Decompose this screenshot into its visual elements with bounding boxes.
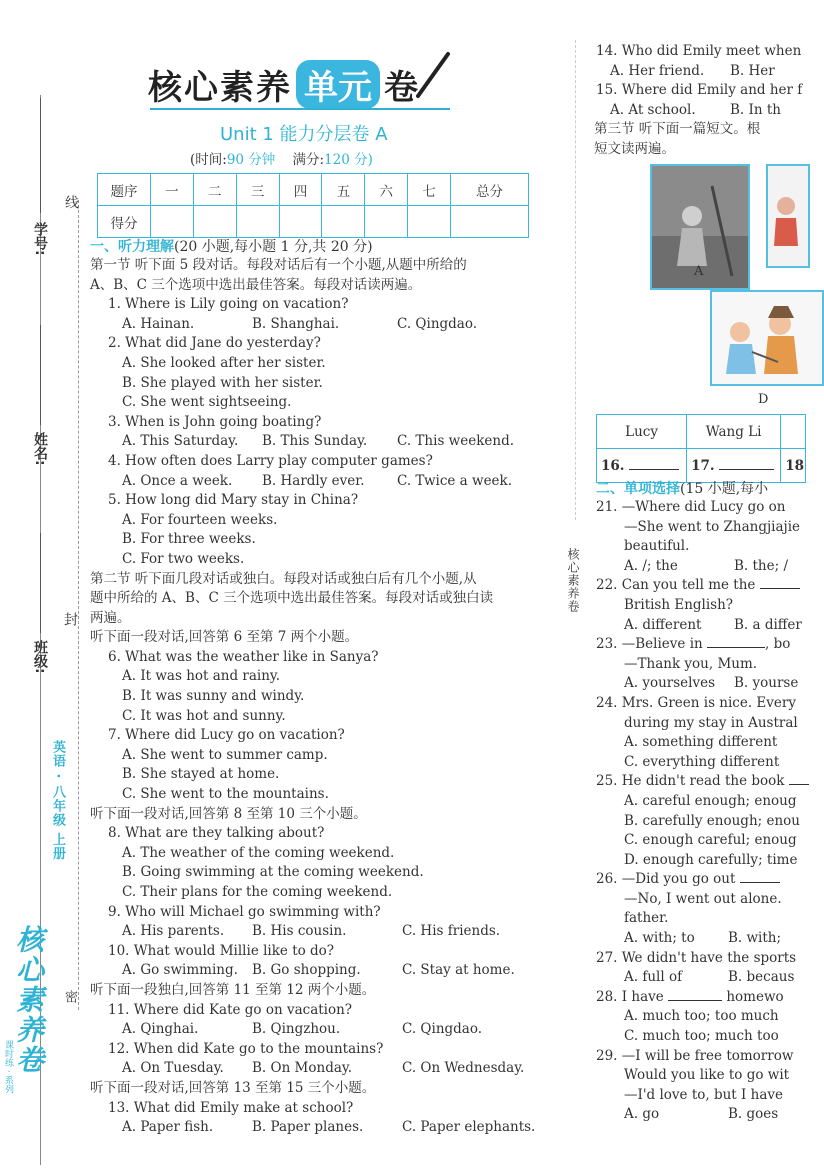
q25-stem: 25. He didn't read the book (596, 773, 785, 790)
time-score-line (190, 148, 373, 168)
question-22 (596, 576, 790, 596)
blank-number-16: 16. (601, 457, 625, 474)
section2-note: (15 小题,每小 (680, 481, 769, 497)
pen-icon (414, 50, 454, 100)
q7-option-a[interactable]: A. She went to summer camp. (122, 746, 328, 763)
q23-option-b[interactable]: B. yourse (734, 675, 799, 692)
question-27: 27. We didn't have the sports (596, 949, 797, 966)
q9-option-b[interactable]: B. His cousin. (252, 923, 347, 940)
q28-stem: 28. I have (596, 988, 664, 1005)
score-cell: 四 (279, 174, 322, 206)
q2-option-b[interactable]: B. She played with her sister. (122, 374, 323, 391)
q3-option-c[interactable]: C. This weekend. (397, 433, 514, 450)
question-8: 8. What are they talking about? (108, 825, 325, 842)
seal-mark: 封 (62, 612, 78, 626)
cut-mark: 密 (62, 990, 77, 1003)
question-5: 5. How long did Mary stay in China? (108, 492, 359, 509)
picture-b (766, 164, 810, 268)
q11-option-c[interactable]: C. Qingdao. (402, 1021, 483, 1038)
q13-options (108, 1118, 550, 1138)
score-cell: 总分 (451, 174, 529, 206)
blank-number-18: 18 (785, 457, 804, 474)
picture-d-label: D (758, 392, 769, 407)
blank-line-16 (629, 469, 679, 470)
q23-stem-end: , bo (765, 636, 791, 653)
q3-options (108, 432, 550, 452)
question-24: 24. Mrs. Green is nice. Every (596, 694, 796, 711)
q21-reply: —She went to Zhangjiajie (624, 518, 801, 535)
score-input[interactable] (451, 206, 529, 238)
q11-option-a[interactable]: A. Qinghai. (122, 1021, 199, 1038)
q24-option-c[interactable]: C. everything different (624, 753, 780, 770)
score-input[interactable] (193, 206, 236, 238)
question-26 (596, 870, 790, 890)
blank-number-17: 17. (691, 457, 715, 474)
question-list-part2b (90, 824, 550, 981)
q23-option-a[interactable]: A. yourselves (624, 675, 716, 692)
score-cell: 三 (236, 174, 279, 206)
q15-options (596, 101, 790, 121)
question-list-part2c (90, 1001, 550, 1079)
q1-option-b[interactable]: B. Shanghai. (252, 315, 340, 332)
score-input[interactable] (151, 206, 194, 238)
number-label: 学号: (32, 222, 48, 256)
score-table (97, 173, 529, 238)
part3-instructions: 第三节 听下面一篇短文。根 (594, 121, 761, 138)
line-mark: 线 (63, 195, 79, 209)
q25-blank[interactable] (789, 784, 809, 785)
q26-blank[interactable] (740, 882, 780, 883)
banner-title-left: 核心素养 (148, 68, 292, 108)
q27-options (596, 968, 795, 988)
dialogue-intro-2: 听下面一段对话,回答第 8 至第 10 三个小题。 (90, 805, 367, 822)
q10-option-c[interactable]: C. Stay at home. (402, 962, 515, 979)
name-answer-table (596, 414, 806, 483)
score-row-label: 得分 (98, 206, 151, 238)
section2-heading (596, 478, 790, 498)
q12-options (108, 1059, 550, 1079)
q13-option-c[interactable]: C. Paper elephants. (402, 1119, 536, 1136)
name-cell-lucy: Lucy (597, 415, 687, 449)
q10-options (108, 961, 550, 981)
q26-options (596, 929, 790, 949)
score-value: 120 分) (324, 152, 373, 168)
banner-title-right: 卷 (384, 68, 420, 108)
score-input[interactable] (322, 206, 365, 238)
q3-option-b[interactable]: B. This Sunday. (262, 433, 368, 450)
section1-heading (90, 236, 550, 256)
question-9: 9. Who will Michael go swimming with? (108, 903, 381, 920)
q23-options (596, 674, 799, 694)
banner-title (148, 60, 448, 112)
q2-option-c[interactable]: C. She went sightseeing. (122, 394, 292, 411)
question-list-part2d (90, 1099, 550, 1138)
q15-option-a[interactable]: A. At school. (610, 101, 696, 118)
question-list-part1 (90, 295, 550, 569)
q14-options (596, 62, 790, 82)
q8-option-b[interactable]: B. Going swimming at the coming weekend. (122, 864, 424, 881)
banner-underline (150, 108, 450, 110)
section2-title: 二、单项选择 (596, 481, 680, 497)
q10-option-b[interactable]: B. Go shopping. (252, 962, 361, 979)
q15-option-b[interactable]: B. In th (730, 101, 781, 118)
q21-option-a[interactable]: A. /; the (624, 557, 678, 574)
listening-section (90, 236, 550, 1138)
q2-option-a[interactable]: A. She looked after her sister. (122, 354, 326, 371)
score-label: 满分: (292, 152, 325, 168)
q14-option-a[interactable]: A. Her friend. (610, 62, 705, 79)
score-input[interactable] (279, 206, 322, 238)
score-input[interactable] (365, 206, 408, 238)
side-series: 课时练 · 系列 (3, 1040, 13, 1094)
question-3: 3. When is John going boating? (108, 413, 322, 430)
q29-option-a[interactable]: A. go (624, 1106, 660, 1123)
q27-option-b[interactable]: B. becaus (728, 969, 795, 986)
q22-stem-2: British English? (624, 596, 734, 613)
score-cell: 题序 (98, 174, 151, 206)
name-cell-empty (781, 415, 806, 449)
picture-b-illustration (768, 166, 808, 266)
q26-option-a[interactable]: A. with; to (624, 930, 695, 947)
q11-options (108, 1020, 550, 1040)
q26-option-b[interactable]: B. with; (728, 930, 782, 947)
monologue-intro-3: 听下面一段独白,回答第 11 至第 12 两个小题。 (90, 981, 376, 998)
q8-option-a[interactable]: A. The weather of the coming weekend. (122, 844, 395, 861)
q9-option-c[interactable]: C. His friends. (402, 923, 501, 940)
question-14: 14. Who did Emily meet when (596, 43, 802, 59)
question-25 (596, 772, 790, 792)
q28-option-a[interactable]: A. much too; too much (624, 1008, 779, 1025)
score-cell: 五 (322, 174, 365, 206)
question-21: 21. —Where did Lucy go on (596, 499, 786, 515)
q12-option-c[interactable]: C. On Wednesday. (402, 1060, 525, 1077)
question-2: 2. What did Jane do yesterday? (108, 335, 321, 352)
time-label: (时间: (190, 152, 227, 168)
q4-option-b[interactable]: B. Hardly ever. (262, 472, 365, 489)
score-cell: 七 (408, 174, 451, 206)
question-6: 6. What was the weather like in Sanya? (108, 648, 379, 665)
q25-option-d[interactable]: D. enough carefully; time (624, 851, 798, 868)
center-page-label: 核心素养卷 (566, 548, 580, 613)
q5-option-b[interactable]: B. For three weeks. (122, 531, 256, 548)
q5-option-c[interactable]: C. For two weeks. (122, 550, 245, 567)
score-cell: 二 (193, 174, 236, 206)
q13-option-a[interactable]: A. Paper fish. (122, 1119, 214, 1136)
part2-instructions-3: 两遍。 (90, 609, 131, 626)
dialogue-intro-4: 听下面一段对话,回答第 13 至第 15 三个小题。 (90, 1079, 376, 1096)
column-divider (575, 40, 576, 520)
question-11: 11. Where did Kate go on vacation? (108, 1001, 353, 1018)
q1-option-a[interactable]: A. Hainan. (122, 315, 195, 332)
name-field[interactable] (40, 325, 42, 425)
q23-reply: —Thank you, Mum. (624, 655, 758, 672)
section2 (596, 478, 802, 1173)
q12-option-b[interactable]: B. On Monday. (252, 1060, 353, 1077)
question-28 (596, 988, 790, 1008)
score-table-score-row (98, 206, 529, 238)
question-23 (596, 635, 790, 655)
q7-option-c[interactable]: C. She went to the mountains. (122, 786, 329, 803)
picture-a-label: A (694, 264, 704, 279)
question-13: 13. What did Emily make at school? (108, 1099, 354, 1116)
name-label: 姓名: (32, 432, 48, 466)
q24-option-a[interactable]: A. something different (624, 734, 778, 751)
q4-options (108, 472, 550, 492)
q22-option-a[interactable]: A. different (624, 616, 702, 633)
q25-option-c[interactable]: C. enough careful; enoug (624, 832, 797, 849)
q21-options (596, 557, 790, 577)
q26-stem: 26. —Did you go out (596, 871, 736, 888)
q27-option-a[interactable]: A. full of (624, 969, 683, 986)
q4-option-c[interactable]: C. Twice a week. (397, 472, 513, 489)
q28-option-c[interactable]: C. much too; much too (624, 1028, 779, 1045)
part1-instructions-2: A、B、C 三个选项中选出最佳答案。每段对话读两遍。 (90, 276, 422, 293)
q22-blank[interactable] (760, 588, 800, 589)
q29-options (596, 1105, 790, 1125)
q28-stem-end: homewo (726, 988, 784, 1005)
q8-option-c[interactable]: C. Their plans for the coming weekend. (122, 884, 393, 900)
score-input[interactable] (236, 206, 279, 238)
unit-title: Unit 1 能力分层卷 A (220, 124, 388, 145)
question-15: 15. Where did Emily and her f (596, 82, 803, 99)
section1-title: 一、听力理解 (90, 239, 174, 255)
banner-title-blue: 单元 (296, 60, 380, 109)
q21-option-b[interactable]: B. the; / (734, 557, 788, 574)
q3-option-a[interactable]: A. This Saturday. (122, 433, 239, 450)
side-brand-logo: 核心素养卷 (12, 925, 45, 1075)
question-1: 1. Where is Lily going on vacation? (108, 296, 349, 313)
section1-note: (20 小题,每小题 1 分,共 20 分) (174, 239, 373, 255)
q29-reply: —I'd love to, but I have (624, 1086, 784, 1103)
question-12: 12. When did Kate go to the mountains? (108, 1040, 384, 1057)
q26-reply: —No, I went out alone. (624, 890, 782, 907)
time-value: 90 分钟 (226, 152, 276, 168)
picture-d (710, 290, 824, 386)
q6-option-a[interactable]: A. It was hot and rainy. (122, 668, 281, 685)
dialogue-intro-1: 听下面一段对话,回答第 6 至第 7 两个小题。 (90, 629, 359, 646)
q6-option-b[interactable]: B. It was sunny and windy. (122, 688, 305, 705)
question-7: 7. Where did Lucy go on vacation? (108, 727, 345, 744)
part3-instructions-2: 短文读两遍。 (594, 140, 675, 157)
q23-blank[interactable] (707, 647, 765, 648)
q11-option-b[interactable]: B. Qingzhou. (252, 1021, 341, 1038)
q29-option-b[interactable]: B. goes (728, 1106, 779, 1123)
q9-options (108, 922, 550, 942)
part2-instructions: 第二节 听下面几段对话或独白。每段对话或独白后有几个小题,从 (90, 570, 477, 587)
question-29: 29. —I will be free tomorrow (596, 1047, 794, 1064)
score-input[interactable] (408, 206, 451, 238)
q21-reply-2: beautiful. (624, 538, 690, 555)
q10-option-a[interactable]: A. Go swimming. (122, 962, 238, 979)
side-caption: 英语 · 八年级 上册 (50, 740, 65, 861)
question-10: 10. What would Millie like to do? (108, 942, 335, 959)
class-field[interactable] (40, 533, 42, 633)
q6-option-c[interactable]: C. It was hot and sunny. (122, 707, 286, 724)
name-row (597, 415, 806, 449)
question-list-part2a (90, 648, 550, 805)
q24-stem-2: during my stay in Austral (624, 714, 798, 731)
q4-option-a[interactable]: A. Once a week. (122, 472, 233, 489)
question-4: 4. How often does Larry play computer games? (108, 452, 433, 469)
binding-line-inner (78, 200, 79, 1010)
score-cell: 六 (365, 174, 408, 206)
number-field[interactable] (40, 98, 42, 213)
q26-reply-2: father. (624, 910, 669, 927)
picture-d-illustration (712, 292, 822, 384)
q25-option-a[interactable]: A. careful enough; enoug (624, 792, 797, 809)
q29-stem-2: Would you like to go wit (624, 1067, 790, 1084)
q22-options (596, 616, 802, 636)
q28-blank[interactable] (668, 1000, 722, 1001)
q14-option-b[interactable]: B. Her (730, 62, 775, 79)
q22-stem: 22. Can you tell me the (596, 577, 756, 594)
q25-option-b[interactable]: B. carefully enough; enou (624, 812, 800, 829)
score-cell: 一 (151, 174, 194, 206)
part1-instructions: 第一节 听下面 5 段对话。每段对话后有一个小题,从题中所给的 (90, 257, 467, 273)
q1-option-c[interactable]: C. Qingdao. (397, 315, 478, 332)
q9-option-a[interactable]: A. His parents. (122, 923, 225, 940)
q12-option-a[interactable]: A. On Tuesday. (122, 1060, 224, 1077)
part2-instructions-2: 题中所给的 A、B、C 三个选项中选出最佳答案。每段对话或独白读 (90, 590, 494, 607)
q7-option-b[interactable]: B. She stayed at home. (122, 766, 280, 783)
blank-line-17 (719, 469, 774, 470)
name-cell-wangli: Wang Li (687, 415, 781, 449)
q1-options (108, 315, 550, 335)
q5-option-a[interactable]: A. For fourteen weeks. (122, 511, 278, 528)
q13-option-b[interactable]: B. Paper planes. (252, 1119, 364, 1136)
q23-stem: 23. —Believe in (596, 636, 703, 653)
q22-option-b[interactable]: B. a differ (734, 616, 802, 633)
class-label: 班级: (32, 640, 48, 674)
score-table-header-row (98, 174, 529, 206)
